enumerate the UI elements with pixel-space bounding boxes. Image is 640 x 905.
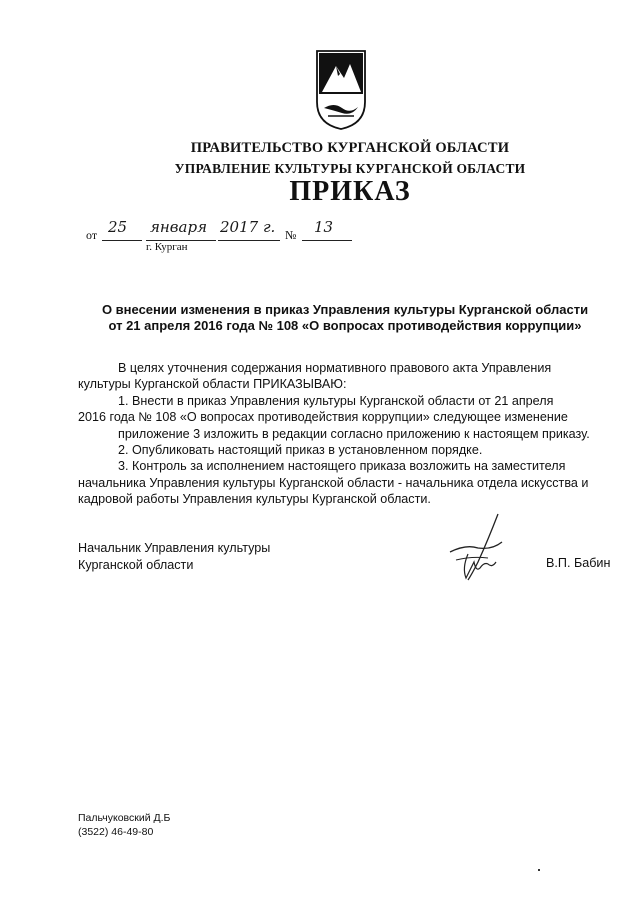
paragraph-4-line-3: кадровой работы Управления культуры Курганской области. [78, 492, 431, 507]
year-underline [218, 240, 280, 241]
document-body [78, 360, 612, 508]
date-month: января [150, 218, 208, 236]
organization-line-1: ПРАВИТЕЛЬСТВО КУРГАНСКОЙ ОБЛАСТИ [190, 140, 510, 156]
organization-line-2: УПРАВЛЕНИЕ КУЛЬТУРЫ КУРГАНСКОЙ ОБЛАСТИ [174, 161, 526, 176]
paragraph-2-line-2: 2016 года № 108 «О вопросах противодействия коррупции» следующее изменение [78, 410, 568, 425]
subject-line-1: О внесении изменения в приказ Управления культуры Курганской области [101, 302, 589, 317]
number-underline [302, 240, 352, 241]
document-type-title: ПРИКАЗ [289, 176, 411, 207]
city-name: г. Курган [146, 241, 188, 253]
paragraph-2-line-1: 1. Внести в приказ Управления культуры Курганской области от 21 апреля [118, 393, 554, 408]
date-year: 2017 г. [220, 218, 276, 236]
day-underline [102, 240, 142, 241]
paragraph-3: 2. Опубликовать настоящий приказ в установленном порядке. [118, 443, 483, 458]
paragraph-1-line-1: В целях уточнения содержания нормативного правового акта Управления [118, 361, 552, 375]
document-number: 13 [314, 218, 334, 236]
executor-info [78, 812, 170, 839]
paragraph-2-line-3: приложение 3 изложить в редакции согласно приложению к настоящем приказу. [118, 426, 590, 441]
signatory-name: В.П. Бабин [546, 556, 611, 570]
date-day: 25 [108, 218, 128, 236]
document-subject [0, 302, 640, 334]
number-label: № [285, 228, 297, 242]
paragraph-4-line-2: начальника Управления культуры Курганской области - начальника отдела искусства и [78, 475, 589, 490]
signatory-title-line-2: Курганской области [78, 557, 194, 572]
subject-line-2: от 21 апреля 2016 года № 108 «О вопросах противодействия коррупции» [108, 318, 582, 333]
paragraph-1-line-2: культуры Курганской области ПРИКАЗЫВАЮ: [78, 377, 347, 392]
handwritten-signature [448, 512, 506, 584]
signatory-position [78, 540, 270, 573]
paragraph-4-line-1: 3. Контроль за исполнением настоящего приказа возложить на заместителя [118, 459, 566, 474]
coat-of-arms-icon [316, 50, 366, 130]
date-from-label: от [86, 228, 98, 242]
executor-phone: (3522) 46-49-80 [78, 825, 154, 838]
executor-name: Пальчуковский Д.Б [78, 812, 171, 824]
date-number-line [86, 218, 356, 242]
signatory-title-line-1: Начальник Управления культуры [78, 541, 271, 555]
scan-speck [538, 869, 540, 871]
